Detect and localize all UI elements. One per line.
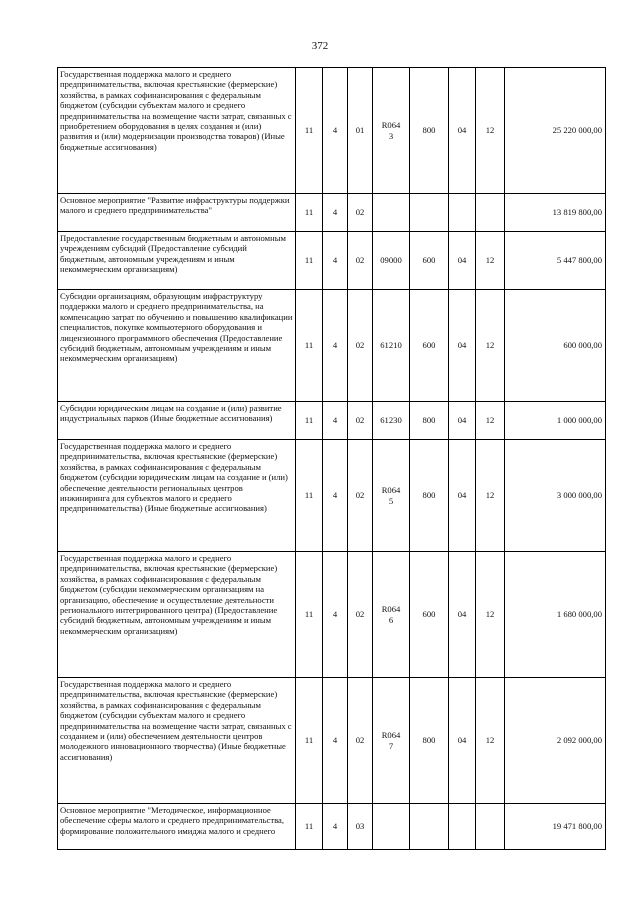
row-description: Государственная поддержка малого и среднего предпринимательства, включая крестьянские (фермерские) хозяйства, в рамках софинансирования с федеральным бюджетом (субсидии юридическим лицам на создание и (или) обеспечение деятельности региональных центров инжиниринга для субъектов малого и среднего предпринимательства) (Иные бюджетные ассигнования) [58,440,296,552]
code-subsection: 12 [476,402,505,440]
row-amount: 13 819 800,00 [505,194,606,232]
code-expense-type [410,194,449,232]
code-event: 02 [348,194,373,232]
code-event: 02 [348,440,373,552]
code-expense-type: 800 [410,402,449,440]
code-subsection: 12 [476,552,505,678]
code-event: 02 [348,552,373,678]
code-program: 11 [296,678,323,804]
code-subprogram: 4 [323,194,348,232]
code-section: 04 [449,402,476,440]
code-section [449,194,476,232]
row-description: Государственная поддержка малого и среднего предпринимательства, включая крестьянские (фермерские) хозяйства, в рамках софинансирования с федеральным бюджетом (субсидии субъектам малого и среднего предпринимательства на возмещение части затрат, связанных с приобретением оборудования в целях создания и (или) развития и (или) модернизации производства товаров) (Иные бюджетные ассигнования) [58,68,296,194]
code-subprogram: 4 [323,440,348,552]
code-program: 11 [296,194,323,232]
code-subsection: 12 [476,290,505,402]
row-amount: 2 092 000,00 [505,678,606,804]
code-direction: R064 7 [373,678,410,804]
code-subsection: 12 [476,440,505,552]
code-direction: 61230 [373,402,410,440]
code-subsection [476,194,505,232]
row-amount: 5 447 800,00 [505,232,606,290]
code-expense-type: 800 [410,68,449,194]
code-section [449,804,476,850]
code-program: 11 [296,68,323,194]
row-amount: 1 000 000,00 [505,402,606,440]
table-row [58,194,606,232]
row-amount: 19 471 800,00 [505,804,606,850]
code-expense-type [410,804,449,850]
code-program: 11 [296,440,323,552]
code-event: 01 [348,68,373,194]
row-description: Государственная поддержка малого и среднего предпринимательства, включая крестьянские (фермерские) хозяйства, в рамках софинансирования с федеральным бюджетом (субсидии субъектам малого и среднего предпринимательства на возмещение части затрат, связанных с созданием и (или) обеспечением деятельности центров молодежного инновационного творчества) (Иные бюджетные ассигнования) [58,678,296,804]
code-event: 02 [348,678,373,804]
table-row [58,402,606,440]
code-subsection: 12 [476,678,505,804]
code-expense-type: 800 [410,440,449,552]
code-expense-type: 600 [410,232,449,290]
code-subprogram: 4 [323,804,348,850]
code-section: 04 [449,552,476,678]
code-section: 04 [449,678,476,804]
code-event: 03 [348,804,373,850]
table-row [58,440,606,552]
code-program: 11 [296,552,323,678]
row-description: Предоставление государственным бюджетным и автономным учреждениям субсидий (Предоставление субсидий бюджетным, автономным учреждениям и иным некоммерческим организациям) [58,232,296,290]
row-description: Субсидии юридическим лицам на создание и (или) развитие индустриальных парков (Иные бюджетные ассигнования) [58,402,296,440]
table-row [58,552,606,678]
code-direction: R064 5 [373,440,410,552]
table-row [58,678,606,804]
code-subprogram: 4 [323,678,348,804]
code-program: 11 [296,232,323,290]
code-subprogram: 4 [323,402,348,440]
code-subprogram: 4 [323,232,348,290]
code-event: 02 [348,402,373,440]
table-row [58,290,606,402]
code-section: 04 [449,440,476,552]
code-event: 02 [348,232,373,290]
table-row [58,232,606,290]
code-direction [373,804,410,850]
row-amount: 25 220 000,00 [505,68,606,194]
code-subprogram: 4 [323,68,348,194]
row-description: Субсидии организациям, образующим инфраструктуру поддержки малого и среднего предпринимательства, на компенсацию затрат по обучению и повышению квалификации специалистов, покупке компьютерного оборудования и лицензионного программного обеспечения (Предоставление субсидий бюджетным, автономным учреждениям и иным некоммерческим организациям) [58,290,296,402]
code-subsection [476,804,505,850]
code-subsection: 12 [476,232,505,290]
row-description: Основное мероприятие "Методическое, информационное обеспечение сферы малого и среднего предпринимательства, формирование положительного имиджа малого и среднего [58,804,296,850]
code-direction: 61210 [373,290,410,402]
code-program: 11 [296,290,323,402]
code-subprogram: 4 [323,290,348,402]
row-amount: 1 680 000,00 [505,552,606,678]
code-expense-type: 600 [410,290,449,402]
code-subprogram: 4 [323,552,348,678]
table-row [58,68,606,194]
code-event: 02 [348,290,373,402]
row-amount: 600 000,00 [505,290,606,402]
code-expense-type: 600 [410,552,449,678]
row-description: Основное мероприятие "Развитие инфраструктуры поддержки малого и среднего предпринимательства" [58,194,296,232]
code-direction [373,194,410,232]
code-expense-type: 800 [410,678,449,804]
code-direction: R064 3 [373,68,410,194]
row-description: Государственная поддержка малого и среднего предпринимательства, включая крестьянские (фермерские) хозяйства, в рамках софинансирования с федеральным бюджетом (субсидии некоммерческим организациям на организацию, обеспечение и осуществление деятельности регионального интегрированного центра) (Предоставление субсидий бюджетным, автономным учреждениям и иным некоммерческим организациям) [58,552,296,678]
table-row [58,804,606,850]
code-direction: 09000 [373,232,410,290]
code-section: 04 [449,68,476,194]
code-direction: R064 6 [373,552,410,678]
code-program: 11 [296,804,323,850]
code-program: 11 [296,402,323,440]
code-subsection: 12 [476,68,505,194]
row-amount: 3 000 000,00 [505,440,606,552]
budget-table [57,67,606,850]
code-section: 04 [449,232,476,290]
page-number: 372 [311,40,329,52]
code-section: 04 [449,290,476,402]
